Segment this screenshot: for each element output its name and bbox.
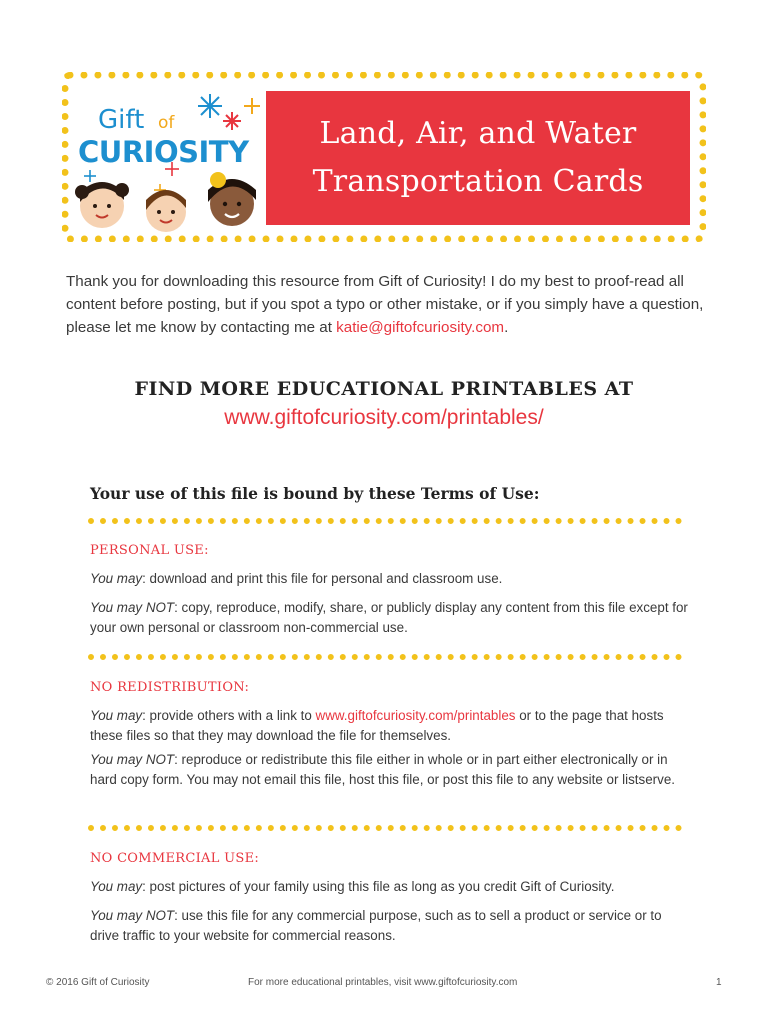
may-label: You may [90, 708, 143, 723]
intro-end: . [504, 319, 509, 336]
redistribution-may-paragraph: You may: provide others with a link to www.giftofcuriosity.com/printables or to the page that hosts these files so that they may download the file for themselves. [90, 708, 664, 743]
commercial-may-paragraph: You may: post pictures of your family using this file as long as you credit Gift of Curiosity. [90, 879, 615, 894]
svg-text:CURIOSITY: CURIOSITY [78, 135, 249, 169]
personal-maynot-paragraph: You may NOT: copy, reproduce, modify, share, or publicly display any content from this file except for your own personal or classroom non-commercial use. [90, 600, 688, 635]
footer-center-text: For more educational printables, visit www.giftofcuriosity.com [248, 977, 518, 988]
svg-text:of: of [158, 113, 175, 133]
printables-url-link[interactable]: www.giftofcuriosity.com/printables/ [224, 406, 544, 429]
redistribution-maynot-paragraph: You may NOT: reproduce or redistribute this file either in whole or in part either electronically or in hard copy form. You may not email this file, host this file, or post this file to any website or listserve. [90, 752, 675, 787]
personal-use-title: PERSONAL USE: [90, 543, 209, 558]
maynot-label: You may NOT [90, 752, 175, 767]
contact-email-link[interactable]: katie@giftofcuriosity.com [336, 319, 505, 336]
terms-heading: Your use of this file is bound by these Terms of Use: [90, 484, 540, 503]
title-line-2: Transportation Cards [312, 164, 644, 199]
dotted-divider [88, 518, 682, 524]
may-label: You may [90, 571, 143, 586]
star-icon [84, 170, 96, 182]
intro-text: Thank you for downloading this resource from Gift of Curiosity! I do my best to proof-read all content before posting, but if you spot a typo or other mistake, or if you simply have a question, please let me know by contacting me at [66, 273, 704, 336]
dotted-divider [88, 825, 682, 831]
maynot-label: You may NOT [90, 908, 175, 923]
footer-page-number: 1 [716, 977, 722, 988]
maynot-label: You may NOT [90, 600, 175, 615]
title-line-1: Land, Air, and Water [319, 116, 637, 151]
may-label: You may [90, 879, 143, 894]
svg-text:Gift: Gift [98, 105, 145, 135]
star-icon [244, 98, 260, 114]
page-title [313, 110, 644, 206]
find-more-heading: FIND MORE EDUCATIONAL PRINTABLES AT [134, 378, 634, 400]
printables-link[interactable]: www.giftofcuriosity.com/printables [315, 708, 516, 723]
footer-copyright: © 2016 Gift of Curiosity [46, 977, 150, 988]
commercial-maynot-paragraph: You may NOT: use this file for any commercial purpose, such as to sell a product or service or to drive traffic to your website for commercial reasons. [90, 908, 662, 943]
gift-of-curiosity-logo [72, 84, 264, 234]
child-illustration-icon [146, 190, 186, 232]
child-illustration-icon [75, 182, 129, 228]
personal-may-paragraph: You may: download and print this file for personal and classroom use. [90, 571, 503, 586]
star-icon [223, 112, 241, 130]
child-illustration-icon [208, 172, 256, 226]
dotted-divider [88, 654, 682, 660]
title-banner [266, 91, 690, 225]
intro-paragraph [66, 270, 706, 339]
star-icon [198, 94, 222, 118]
no-redistribution-title: NO REDISTRIBUTION: [90, 680, 250, 695]
no-commercial-use-title: NO COMMERCIAL USE: [90, 851, 260, 866]
